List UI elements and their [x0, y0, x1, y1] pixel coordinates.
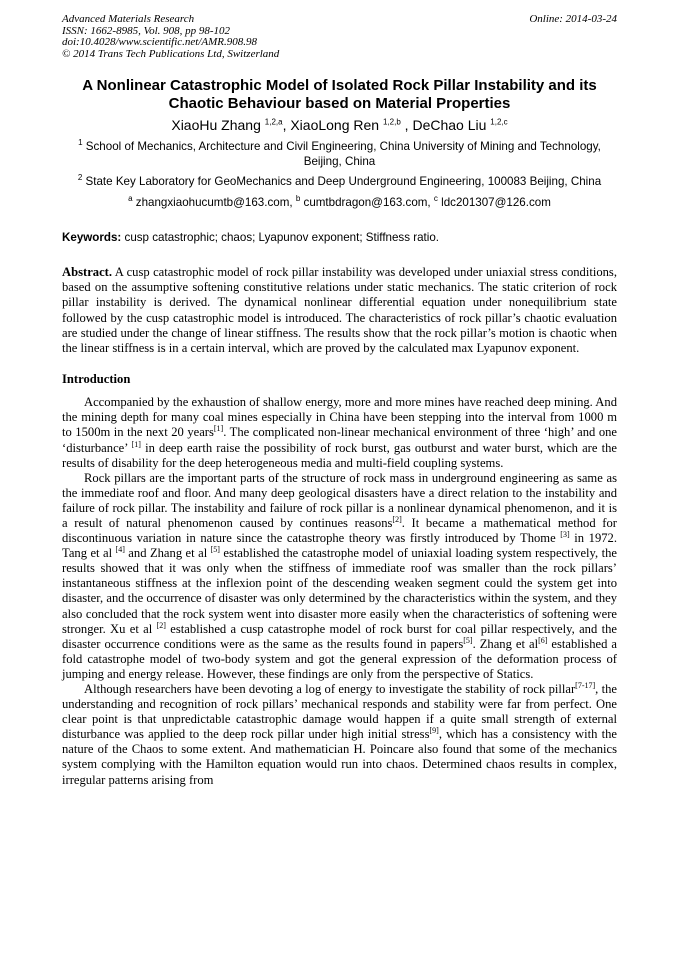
text-run: . Zhang et al	[472, 636, 539, 651]
author-name: XiaoHu Zhang	[171, 117, 261, 133]
citation[interactable]: [1]	[213, 424, 224, 434]
text-run: established the catastrophe model of uniaxial loading system respectively, the results showed that it was only when the stiffness of immediate roof was smaller than the rock pillars’ instantaneous stiffness at the inflexion point of the descending weaken segment could the system get into disaster, and the occurrence of disaster was only determined by the characteristics within the system, and they also concluded that the rock system went into disaster more easily when the characteristics of softening were stronger. Xu et al	[62, 546, 617, 636]
citation[interactable]: [1]	[131, 439, 141, 449]
text-run: established a fold catastrophe model of two-body system and got the general expression of the deformation process of jumping and energy release. However, these findings are only from the perspective of Statics.	[62, 636, 617, 681]
author-affil-sup: 1,2,a	[264, 117, 283, 127]
text-run: , which has a consistency with the nature of the Chaos to some extent. And mathematician H. Poincare also found that some of the mechanics system complying with the Hamilton equation would run into chaos. Determined chaos results in complex, irregular patterns arising from	[62, 727, 617, 787]
citation[interactable]: [6]	[538, 635, 548, 645]
citation[interactable]: [2]	[156, 620, 166, 630]
author-affil-sup: 1,2,c	[490, 117, 508, 127]
email-link[interactable]: ldc201307@126.com	[441, 196, 551, 209]
intro-paragraph-1	[62, 395, 617, 470]
keywords	[62, 230, 617, 245]
citation[interactable]: [7-17]	[575, 680, 596, 690]
citation[interactable]: [3]	[560, 529, 570, 539]
text-run: Accompanied by the exhaustion of shallow energy, more and more mines have reached deep mining. And the mining depth for many coal mines especially in China have been stepping into the interval from 1000 m to 1500m in the next 20 years	[62, 395, 617, 440]
paper-title: A Nonlinear Catastrophic Model of Isolated Rock Pillar Instability and its Chaotic Behaviour based on Material Properties	[82, 77, 597, 112]
text-run: . It became a mathematical method for discontinuous variation in nature since the catastrophe theory was firstly introduced by Thome	[62, 515, 617, 546]
online-date: Online: 2014-03-24	[529, 13, 617, 25]
text-run: and Zhang et al	[124, 546, 211, 561]
abstract	[62, 265, 617, 356]
author-name: XiaoLong Ren	[290, 117, 380, 133]
citation[interactable]: [2]	[392, 514, 402, 524]
author-list: XiaoHu Zhang $^{1,2,a}$, XiaoLong Ren $^{1,2,b}$ , DeChao Liu $^{1,2,c}$	[171, 117, 508, 133]
affiliation-sup: 1	[78, 138, 83, 148]
citation[interactable]: [5]	[463, 635, 473, 645]
citation[interactable]: [9]	[429, 726, 439, 736]
text-run: , the understanding and recognition of rock pillars’ mechanical responds and stability were far from perfect. One clear point is that unpredictable catastrophic damage would happen if a quite small strength of external disturbance was applied to the deep rock pillar under high initial stress	[62, 682, 617, 742]
citation[interactable]: [4]	[115, 544, 125, 554]
affiliation-text: School of Mechanics, Architecture and Civil Engineering, China University of Mining and Technology, Beijing, China	[85, 140, 601, 168]
text-run: established a cusp catastrophe model of rock burst for coal pillar respectively, and the disaster occurrence conditions were as the same as the results found in papers	[62, 621, 617, 651]
author-affil-sup: 1,2,b	[382, 117, 401, 127]
section-heading-introduction: Introduction	[62, 372, 131, 387]
affiliation	[62, 174, 617, 189]
email-link[interactable]: cumtbdragon@163.com,	[303, 196, 431, 209]
paper-page	[62, 14, 617, 788]
journal-header	[62, 14, 617, 60]
text-run: in 1972. Tang et al	[62, 531, 617, 561]
abstract-label: Abstract.	[62, 265, 113, 279]
text-run: Although researchers have been devoting a log of energy to investigate the stability of rock pillar	[84, 682, 576, 696]
affiliation-text: State Key Laboratory for GeoMechanics and Deep Underground Engineering, 100083 Beijing, China	[85, 175, 602, 188]
text-run: Rock pillars are the important parts of the structure of rock mass in underground engineering as same as the immediate roof and floor. And many deep geological disasters have a direct relation to the instability and failure of rock pillar. The instability and failure of rock pillar is a nonlinear dynamical phenomenon, and it is a result of natural phenomenon caused by continues reasons	[62, 470, 617, 530]
intro-paragraph-2	[62, 471, 617, 682]
doi: doi:10.4028/www.scientific.net/AMR.908.98	[62, 36, 258, 48]
affiliation	[62, 139, 617, 169]
intro-paragraph-3	[62, 682, 617, 788]
email-sup: b	[295, 194, 301, 204]
journal-name: Advanced Materials Research	[62, 13, 195, 25]
email-link[interactable]: zhangxiaohucumtb@163.com,	[135, 196, 293, 209]
keywords-label: Keywords:	[62, 231, 122, 244]
citation[interactable]: [5]	[210, 544, 220, 554]
email-sup: a	[128, 194, 133, 204]
issn: ISSN: 1662-8985, Vol. 908, pp 98-102	[62, 24, 231, 37]
email-sup: c	[433, 194, 438, 204]
keywords-text: cusp catastrophic; chaos; Lyapunov exponent; Stiffness ratio.	[124, 231, 440, 244]
email-list	[62, 195, 617, 210]
author-name: DeChao Liu	[412, 117, 487, 133]
text-run: . The complicated non-linear mechanical environment of three ‘high’ and one ‘disturbance’	[62, 425, 617, 455]
affiliation-sup: 2	[77, 173, 83, 183]
copyright: © 2014 Trans Tech Publications Ltd, Switzerland	[62, 47, 280, 60]
text-run: in deep earth raise the possibility of rock burst, gas outburst and water burst, which are the results of disability for the deep heterogeneous media and multi-field coupling systems.	[62, 440, 617, 470]
abstract-text: A cusp catastrophic model of rock pillar instability was developed under uniaxial stress conditions, based on the assumptive softening constitutive relations under static mechanics. The static criterion of rock pillar instability is derived. The dynamical nonlinear differential equation under nonequilibrium state followed by the cusp catastrophic model is introduced. The characteristics of rock pillar’s chaotic evaluation are studied under the change of linear stiffness. The results show that the rock pillar’s motion is chaotic when the linear stiffness is in a certain interval, which are proved by the calculated max Lyapunov exponent.	[62, 265, 617, 356]
